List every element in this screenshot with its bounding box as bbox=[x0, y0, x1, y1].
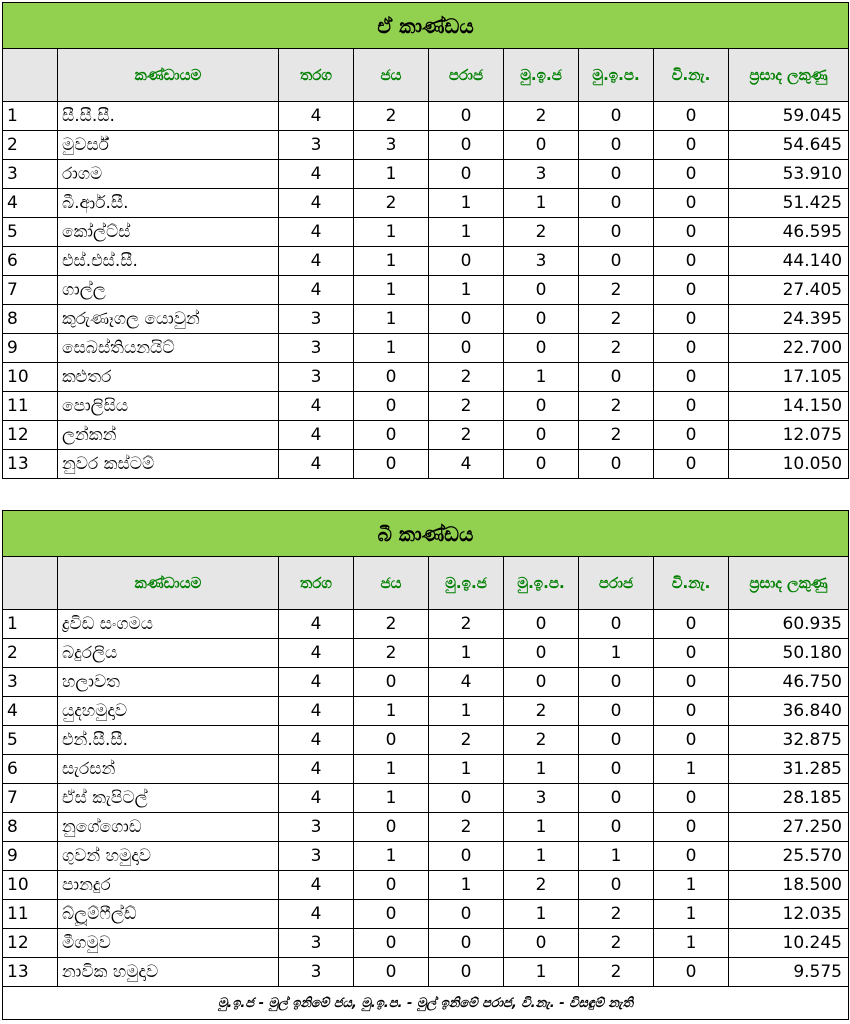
cell-c6: 2 bbox=[579, 900, 654, 929]
cell-matches: 4 bbox=[279, 392, 354, 421]
cell-bonus-points: 32.875 bbox=[729, 726, 849, 755]
cell-c5: 1 bbox=[504, 189, 579, 218]
cell-rank: 7 bbox=[3, 784, 58, 813]
cell-team: නාවික හමුදාව bbox=[58, 958, 279, 987]
cell-c3: 0 bbox=[354, 363, 429, 392]
cell-team: බී.ආර්.සී. bbox=[58, 189, 279, 218]
cell-c5: 0 bbox=[504, 450, 579, 479]
cell-no-result: 0 bbox=[654, 958, 729, 987]
cell-team: ද්‍රවිඩ සංගමය bbox=[58, 610, 279, 639]
header-first-innings-losses: මු.ඉ.ප. bbox=[504, 557, 579, 610]
cell-matches: 3 bbox=[279, 363, 354, 392]
cell-c6: 0 bbox=[579, 726, 654, 755]
cell-c4: 2 bbox=[429, 392, 504, 421]
cell-team: සැරසන් bbox=[58, 755, 279, 784]
cell-rank: 9 bbox=[3, 334, 58, 363]
table-row bbox=[3, 697, 849, 726]
cell-team: නුවර කස්ටම් bbox=[58, 450, 279, 479]
cell-bonus-points: 44.140 bbox=[729, 247, 849, 276]
cell-rank: 1 bbox=[3, 102, 58, 131]
cell-c3: 3 bbox=[354, 131, 429, 160]
cell-c5: 3 bbox=[504, 247, 579, 276]
cell-c4: 2 bbox=[429, 726, 504, 755]
cell-team: ලන්කන් bbox=[58, 421, 279, 450]
cell-no-result: 0 bbox=[654, 450, 729, 479]
cell-rank: 5 bbox=[3, 218, 58, 247]
cell-c5: 0 bbox=[504, 334, 579, 363]
cell-bonus-points: 46.595 bbox=[729, 218, 849, 247]
header-team: කණ්ඩායම bbox=[58, 557, 279, 610]
cell-no-result: 0 bbox=[654, 697, 729, 726]
cell-c4: 1 bbox=[429, 218, 504, 247]
cell-c6: 0 bbox=[579, 450, 654, 479]
cell-team: එස්.එස්.සී. bbox=[58, 247, 279, 276]
cell-matches: 4 bbox=[279, 610, 354, 639]
cell-no-result: 0 bbox=[654, 334, 729, 363]
cell-matches: 4 bbox=[279, 784, 354, 813]
group-b-title: බී කාණ්ඩය bbox=[3, 511, 849, 557]
cell-matches: 3 bbox=[279, 929, 354, 958]
cell-bonus-points: 36.840 bbox=[729, 697, 849, 726]
cell-bonus-points: 51.425 bbox=[729, 189, 849, 218]
table-row bbox=[3, 334, 849, 363]
cell-rank: 8 bbox=[3, 813, 58, 842]
header-bonus-points: ප්‍රසාද ලකුණු bbox=[729, 49, 849, 102]
cell-c3: 2 bbox=[354, 189, 429, 218]
cell-c6: 2 bbox=[579, 392, 654, 421]
cell-c4: 2 bbox=[429, 813, 504, 842]
cell-rank: 9 bbox=[3, 842, 58, 871]
cell-c3: 0 bbox=[354, 813, 429, 842]
cell-matches: 3 bbox=[279, 842, 354, 871]
cell-c4: 1 bbox=[429, 639, 504, 668]
table-row bbox=[3, 610, 849, 639]
header-rank bbox=[3, 49, 58, 102]
cell-c5: 0 bbox=[504, 305, 579, 334]
cell-no-result: 0 bbox=[654, 218, 729, 247]
cell-c6: 2 bbox=[579, 305, 654, 334]
header-no-result: වි.නැ. bbox=[654, 557, 729, 610]
cell-c5: 2 bbox=[504, 697, 579, 726]
cell-c6: 2 bbox=[579, 929, 654, 958]
cell-rank: 2 bbox=[3, 639, 58, 668]
cell-c5: 0 bbox=[504, 929, 579, 958]
cell-matches: 4 bbox=[279, 276, 354, 305]
table-row bbox=[3, 784, 849, 813]
cell-matches: 4 bbox=[279, 189, 354, 218]
cell-matches: 3 bbox=[279, 334, 354, 363]
cell-c6: 0 bbox=[579, 784, 654, 813]
cell-c3: 1 bbox=[354, 784, 429, 813]
cell-rank: 5 bbox=[3, 726, 58, 755]
cell-team: ගාල්ල bbox=[58, 276, 279, 305]
cell-c3: 1 bbox=[354, 755, 429, 784]
table-row bbox=[3, 276, 849, 305]
cell-team: කළුතර bbox=[58, 363, 279, 392]
cell-team: බ්ලූම්ෆීල්ඩ් bbox=[58, 900, 279, 929]
cell-c4: 0 bbox=[429, 247, 504, 276]
group-b-header-row bbox=[3, 557, 849, 610]
cell-bonus-points: 46.750 bbox=[729, 668, 849, 697]
cell-c5: 0 bbox=[504, 421, 579, 450]
cell-c4: 2 bbox=[429, 421, 504, 450]
cell-c6: 0 bbox=[579, 247, 654, 276]
cell-rank: 8 bbox=[3, 305, 58, 334]
cell-no-result: 0 bbox=[654, 421, 729, 450]
cell-matches: 4 bbox=[279, 697, 354, 726]
group-b-body bbox=[3, 610, 849, 987]
cell-bonus-points: 27.405 bbox=[729, 276, 849, 305]
cell-matches: 4 bbox=[279, 450, 354, 479]
table-row bbox=[3, 392, 849, 421]
header-matches: තරග bbox=[279, 49, 354, 102]
cell-c6: 2 bbox=[579, 958, 654, 987]
cell-matches: 4 bbox=[279, 871, 354, 900]
cell-c6: 1 bbox=[579, 639, 654, 668]
cell-bonus-points: 50.180 bbox=[729, 639, 849, 668]
cell-c3: 0 bbox=[354, 392, 429, 421]
cell-c5: 2 bbox=[504, 102, 579, 131]
group-a-title: ඒ කාණ්ඩය bbox=[3, 3, 849, 49]
header-matches: තරග bbox=[279, 557, 354, 610]
cell-bonus-points: 25.570 bbox=[729, 842, 849, 871]
cell-c5: 2 bbox=[504, 726, 579, 755]
cell-no-result: 1 bbox=[654, 755, 729, 784]
cell-rank: 3 bbox=[3, 668, 58, 697]
table-row bbox=[3, 450, 849, 479]
cell-c5: 1 bbox=[504, 755, 579, 784]
cell-no-result: 0 bbox=[654, 639, 729, 668]
cell-matches: 4 bbox=[279, 218, 354, 247]
table-row bbox=[3, 421, 849, 450]
cell-team: පානදුර bbox=[58, 871, 279, 900]
cell-rank: 11 bbox=[3, 392, 58, 421]
group-b-table bbox=[2, 510, 849, 1020]
group-a-table bbox=[2, 2, 849, 479]
cell-c4: 1 bbox=[429, 755, 504, 784]
table-row bbox=[3, 218, 849, 247]
table-row bbox=[3, 900, 849, 929]
cell-rank: 12 bbox=[3, 421, 58, 450]
cell-team: සී.සී.සී. bbox=[58, 102, 279, 131]
cell-rank: 7 bbox=[3, 276, 58, 305]
header-losses: පරාජ bbox=[579, 557, 654, 610]
cell-matches: 4 bbox=[279, 160, 354, 189]
table-row bbox=[3, 668, 849, 697]
cell-c3: 1 bbox=[354, 334, 429, 363]
cell-c6: 0 bbox=[579, 189, 654, 218]
cell-c5: 0 bbox=[504, 610, 579, 639]
cell-bonus-points: 24.395 bbox=[729, 305, 849, 334]
cell-c4: 0 bbox=[429, 900, 504, 929]
cell-no-result: 0 bbox=[654, 726, 729, 755]
table-row bbox=[3, 958, 849, 987]
table-row bbox=[3, 189, 849, 218]
cell-c4: 0 bbox=[429, 305, 504, 334]
cell-no-result: 1 bbox=[654, 929, 729, 958]
cell-c3: 1 bbox=[354, 218, 429, 247]
cell-c3: 0 bbox=[354, 450, 429, 479]
group-a-header-row bbox=[3, 49, 849, 102]
cell-c3: 0 bbox=[354, 668, 429, 697]
cell-c4: 1 bbox=[429, 189, 504, 218]
cell-no-result: 0 bbox=[654, 189, 729, 218]
cell-bonus-points: 10.245 bbox=[729, 929, 849, 958]
header-team: කණ්ඩායම bbox=[58, 49, 279, 102]
cell-team: සෙබස්තියනයිට් bbox=[58, 334, 279, 363]
cell-c4: 0 bbox=[429, 929, 504, 958]
cell-c6: 0 bbox=[579, 131, 654, 160]
table-row bbox=[3, 160, 849, 189]
cell-matches: 4 bbox=[279, 900, 354, 929]
cell-c5: 2 bbox=[504, 218, 579, 247]
cell-matches: 4 bbox=[279, 668, 354, 697]
cell-team: හලාවත bbox=[58, 668, 279, 697]
table-row bbox=[3, 755, 849, 784]
cell-team: යුදහමුදාව bbox=[58, 697, 279, 726]
group-a-standings bbox=[2, 2, 848, 479]
cell-c5: 1 bbox=[504, 842, 579, 871]
cell-c6: 0 bbox=[579, 218, 654, 247]
table-row bbox=[3, 639, 849, 668]
cell-no-result: 0 bbox=[654, 363, 729, 392]
cell-c6: 0 bbox=[579, 668, 654, 697]
cell-c4: 2 bbox=[429, 610, 504, 639]
table-row bbox=[3, 871, 849, 900]
cell-c5: 1 bbox=[504, 958, 579, 987]
cell-c4: 0 bbox=[429, 842, 504, 871]
cell-c5: 0 bbox=[504, 639, 579, 668]
header-wins: ජය bbox=[354, 557, 429, 610]
cell-bonus-points: 59.045 bbox=[729, 102, 849, 131]
cell-no-result: 0 bbox=[654, 842, 729, 871]
cell-no-result: 0 bbox=[654, 131, 729, 160]
cell-no-result: 0 bbox=[654, 784, 729, 813]
cell-bonus-points: 53.910 bbox=[729, 160, 849, 189]
cell-matches: 4 bbox=[279, 102, 354, 131]
cell-rank: 10 bbox=[3, 363, 58, 392]
cell-rank: 2 bbox=[3, 131, 58, 160]
cell-team: නුගේගොඩ bbox=[58, 813, 279, 842]
cell-no-result: 0 bbox=[654, 247, 729, 276]
cell-c6: 0 bbox=[579, 102, 654, 131]
cell-no-result: 0 bbox=[654, 392, 729, 421]
cell-c4: 0 bbox=[429, 131, 504, 160]
cell-no-result: 1 bbox=[654, 900, 729, 929]
header-first-innings-losses: මු.ඉ.ප. bbox=[579, 49, 654, 102]
table-row bbox=[3, 305, 849, 334]
cell-c3: 0 bbox=[354, 421, 429, 450]
cell-bonus-points: 14.150 bbox=[729, 392, 849, 421]
cell-matches: 4 bbox=[279, 421, 354, 450]
cell-rank: 13 bbox=[3, 450, 58, 479]
cell-matches: 3 bbox=[279, 813, 354, 842]
cell-c6: 0 bbox=[579, 363, 654, 392]
cell-rank: 6 bbox=[3, 755, 58, 784]
table-row bbox=[3, 929, 849, 958]
cell-c4: 0 bbox=[429, 958, 504, 987]
cell-c3: 0 bbox=[354, 726, 429, 755]
cell-rank: 12 bbox=[3, 929, 58, 958]
cell-team: රාගම bbox=[58, 160, 279, 189]
cell-c3: 1 bbox=[354, 160, 429, 189]
cell-c5: 0 bbox=[504, 131, 579, 160]
cell-rank: 10 bbox=[3, 871, 58, 900]
cell-matches: 3 bbox=[279, 305, 354, 334]
cell-rank: 1 bbox=[3, 610, 58, 639]
cell-c6: 2 bbox=[579, 276, 654, 305]
cell-c4: 1 bbox=[429, 871, 504, 900]
cell-c5: 3 bbox=[504, 160, 579, 189]
cell-bonus-points: 9.575 bbox=[729, 958, 849, 987]
cell-bonus-points: 28.185 bbox=[729, 784, 849, 813]
cell-team: එන්.සී.සී. bbox=[58, 726, 279, 755]
cell-rank: 4 bbox=[3, 697, 58, 726]
header-no-result: වි.නැ. bbox=[654, 49, 729, 102]
cell-bonus-points: 22.700 bbox=[729, 334, 849, 363]
header-rank bbox=[3, 557, 58, 610]
cell-matches: 4 bbox=[279, 247, 354, 276]
cell-rank: 6 bbox=[3, 247, 58, 276]
table-row bbox=[3, 247, 849, 276]
cell-bonus-points: 12.035 bbox=[729, 900, 849, 929]
cell-no-result: 0 bbox=[654, 813, 729, 842]
header-wins: ජය bbox=[354, 49, 429, 102]
cell-rank: 13 bbox=[3, 958, 58, 987]
cell-c6: 0 bbox=[579, 610, 654, 639]
table-row bbox=[3, 813, 849, 842]
header-bonus-points: ප්‍රසාද ලකුණු bbox=[729, 557, 849, 610]
cell-team: මුවර්ස් bbox=[58, 131, 279, 160]
cell-no-result: 0 bbox=[654, 668, 729, 697]
header-first-innings-wins: මු.ඉ.ජ bbox=[429, 557, 504, 610]
cell-no-result: 0 bbox=[654, 160, 729, 189]
cell-bonus-points: 10.050 bbox=[729, 450, 849, 479]
cell-c5: 0 bbox=[504, 276, 579, 305]
cell-team: මීගමුව bbox=[58, 929, 279, 958]
cell-c3: 1 bbox=[354, 305, 429, 334]
cell-c4: 1 bbox=[429, 276, 504, 305]
header-first-innings-wins: මු.ඉ.ජ bbox=[504, 49, 579, 102]
cell-c3: 1 bbox=[354, 276, 429, 305]
cell-c4: 2 bbox=[429, 363, 504, 392]
cell-team: කෝල්ට්ස් bbox=[58, 218, 279, 247]
table-row bbox=[3, 363, 849, 392]
cell-team: කුරුණෑගල යොවුන් bbox=[58, 305, 279, 334]
cell-rank: 4 bbox=[3, 189, 58, 218]
cell-c5: 2 bbox=[504, 871, 579, 900]
cell-matches: 4 bbox=[279, 755, 354, 784]
cell-c3: 2 bbox=[354, 102, 429, 131]
cell-c3: 1 bbox=[354, 697, 429, 726]
cell-c6: 0 bbox=[579, 755, 654, 784]
cell-bonus-points: 31.285 bbox=[729, 755, 849, 784]
cell-bonus-points: 54.645 bbox=[729, 131, 849, 160]
table-row bbox=[3, 131, 849, 160]
cell-c5: 0 bbox=[504, 392, 579, 421]
group-a-body bbox=[3, 102, 849, 479]
cell-c4: 0 bbox=[429, 160, 504, 189]
table-row bbox=[3, 102, 849, 131]
cell-bonus-points: 60.935 bbox=[729, 610, 849, 639]
cell-team: ගුවන් හමුදාව bbox=[58, 842, 279, 871]
group-b-standings bbox=[2, 510, 848, 1020]
cell-bonus-points: 27.250 bbox=[729, 813, 849, 842]
cell-no-result: 0 bbox=[654, 276, 729, 305]
cell-no-result: 0 bbox=[654, 305, 729, 334]
cell-no-result: 0 bbox=[654, 610, 729, 639]
cell-matches: 4 bbox=[279, 726, 354, 755]
cell-bonus-points: 18.500 bbox=[729, 871, 849, 900]
cell-c3: 0 bbox=[354, 929, 429, 958]
cell-c4: 0 bbox=[429, 784, 504, 813]
cell-c3: 0 bbox=[354, 958, 429, 987]
cell-c3: 2 bbox=[354, 610, 429, 639]
cell-c4: 0 bbox=[429, 102, 504, 131]
cell-c6: 0 bbox=[579, 871, 654, 900]
cell-c3: 1 bbox=[354, 247, 429, 276]
cell-c3: 2 bbox=[354, 639, 429, 668]
cell-team: ඒස් කැපිටල් bbox=[58, 784, 279, 813]
header-losses: පරාජ bbox=[429, 49, 504, 102]
cell-rank: 11 bbox=[3, 900, 58, 929]
cell-team: පොලිසිය bbox=[58, 392, 279, 421]
cell-matches: 4 bbox=[279, 639, 354, 668]
cell-c5: 1 bbox=[504, 363, 579, 392]
cell-c6: 2 bbox=[579, 421, 654, 450]
cell-c3: 0 bbox=[354, 900, 429, 929]
cell-team: බදුරලිය bbox=[58, 639, 279, 668]
cell-c4: 4 bbox=[429, 450, 504, 479]
table-row bbox=[3, 842, 849, 871]
cell-c5: 3 bbox=[504, 784, 579, 813]
cell-bonus-points: 17.105 bbox=[729, 363, 849, 392]
cell-c6: 0 bbox=[579, 697, 654, 726]
cell-c5: 0 bbox=[504, 668, 579, 697]
cell-c4: 0 bbox=[429, 334, 504, 363]
cell-c5: 1 bbox=[504, 900, 579, 929]
cell-c5: 1 bbox=[504, 813, 579, 842]
cell-matches: 3 bbox=[279, 131, 354, 160]
cell-c3: 0 bbox=[354, 871, 429, 900]
cell-matches: 3 bbox=[279, 958, 354, 987]
table-row bbox=[3, 726, 849, 755]
cell-c3: 1 bbox=[354, 842, 429, 871]
cell-rank: 3 bbox=[3, 160, 58, 189]
legend-footnote: මු.ඉ.ජ - මුල් ඉනිමේ ජය, මු.ඉ.ප. - මුල් ඉනිමේ පරාජ, වි.නැ. - විසඳුම් නැති bbox=[3, 987, 849, 1020]
cell-c4: 1 bbox=[429, 697, 504, 726]
cell-no-result: 0 bbox=[654, 102, 729, 131]
cell-no-result: 1 bbox=[654, 871, 729, 900]
cell-c4: 4 bbox=[429, 668, 504, 697]
cell-bonus-points: 12.075 bbox=[729, 421, 849, 450]
cell-c6: 0 bbox=[579, 160, 654, 189]
cell-c6: 2 bbox=[579, 334, 654, 363]
cell-c6: 1 bbox=[579, 842, 654, 871]
cell-c6: 0 bbox=[579, 813, 654, 842]
